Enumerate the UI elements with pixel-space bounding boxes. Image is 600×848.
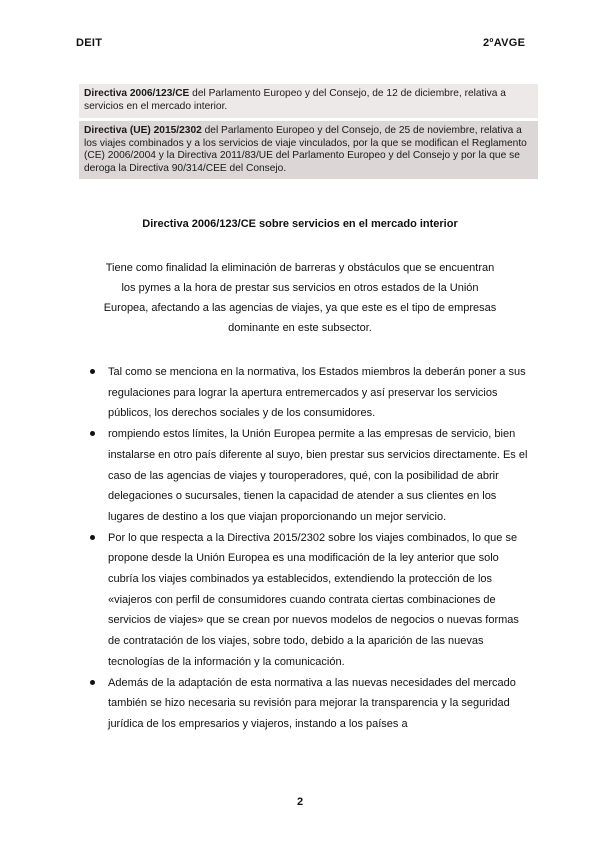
bullet-icon bbox=[90, 535, 95, 540]
table-row bbox=[79, 121, 538, 179]
directive-description: del Parlamento Europeo y del Consejo, de 25 de noviembre, relativa a los viajes combinados y a los servicios de viaje vinculados, por la que se modifican el Reglamento (CE) 2006/2004 y la Directiva 2011/83/UE del Parlamento Europeo y del Consejo y por la que se deroga la Directiva 90/314/CEE del Consejo. bbox=[84, 125, 527, 174]
bullet-icon bbox=[90, 369, 95, 374]
directive-name: Directiva 2006/123/CE bbox=[84, 88, 190, 99]
header-left-text: DEIT bbox=[76, 37, 103, 49]
page-number: 2 bbox=[296, 796, 304, 808]
list-item bbox=[90, 424, 530, 528]
list-item bbox=[90, 362, 530, 424]
directives-table bbox=[79, 84, 538, 179]
list-item-text: Por lo que respecta a la Directiva 2015/2302 sobre los viajes combinados, lo que se propone desde la Unión Europea es una modificación de la ley anterior que solo cubría los viajes combinados ya establecidos, extendiendo la protección de los «viajeros con perfil de consumidores cuando contrata ciertas combinaciones de servicios de viajes» que se crean por nuevos modelos de negocios o nuevas formas de contratación de los viajes, sobre todo, debido a la aparición de las nuevas tecnologías de la información y la comunicación. bbox=[108, 531, 519, 668]
directive-description: del Parlamento Europeo y del Consejo, de 12 de diciembre, relativa a servicios en el mercado interior. bbox=[84, 88, 506, 112]
list-item bbox=[90, 673, 530, 735]
directive-name: Directiva (UE) 2015/2302 bbox=[84, 125, 202, 136]
table-row bbox=[79, 84, 538, 118]
list-item-text: rompiendo estos límites, la Unión Europea permite a las empresas de servicio, bien instalarse en otro país diferente al suyo, bien prestar sus servicios directamente. Es el caso de las agencias de viajes y touroperadores, qué, con la posibilidad de abrir delegaciones o sucursales, tienen la capacidad de atender a sus clientes en los lugares de destino a los que viajan proporcionando un mejor servicio. bbox=[108, 428, 528, 523]
intro-paragraph: Tiene como finalidad la eliminación de barreras y obstáculos que se encuentran los pymes a la hora de prestar sus servicios en otros estados de la Unión Europea, afectando a las agencias de viajes, ya que este es el tipo de empresas dominante en este subsector. bbox=[103, 262, 497, 334]
header-right-text: 2ºAVGE bbox=[483, 37, 526, 49]
bullet-icon bbox=[90, 680, 95, 685]
list-item bbox=[90, 528, 530, 673]
section-title: Directiva 2006/123/CE sobre servicios en el mercado interior bbox=[142, 218, 458, 230]
bullet-icon bbox=[90, 431, 95, 436]
list-item-text: Además de la adaptación de esta normativa a las nuevas necesidades del mercado también se hizo necesaria su revisión para mejorar la transparencia y la seguridad jurídica de los empresarios y viajeros, instando a los países a bbox=[108, 676, 516, 730]
bullet-list bbox=[90, 362, 530, 735]
list-item-text: Tal como se menciona en la normativa, los Estados miembros la deberán poner a sus regulaciones para lograr la apertura entremercados y así preservar los servicios públicos, los derechos sociales y de los consumidores. bbox=[108, 366, 526, 420]
